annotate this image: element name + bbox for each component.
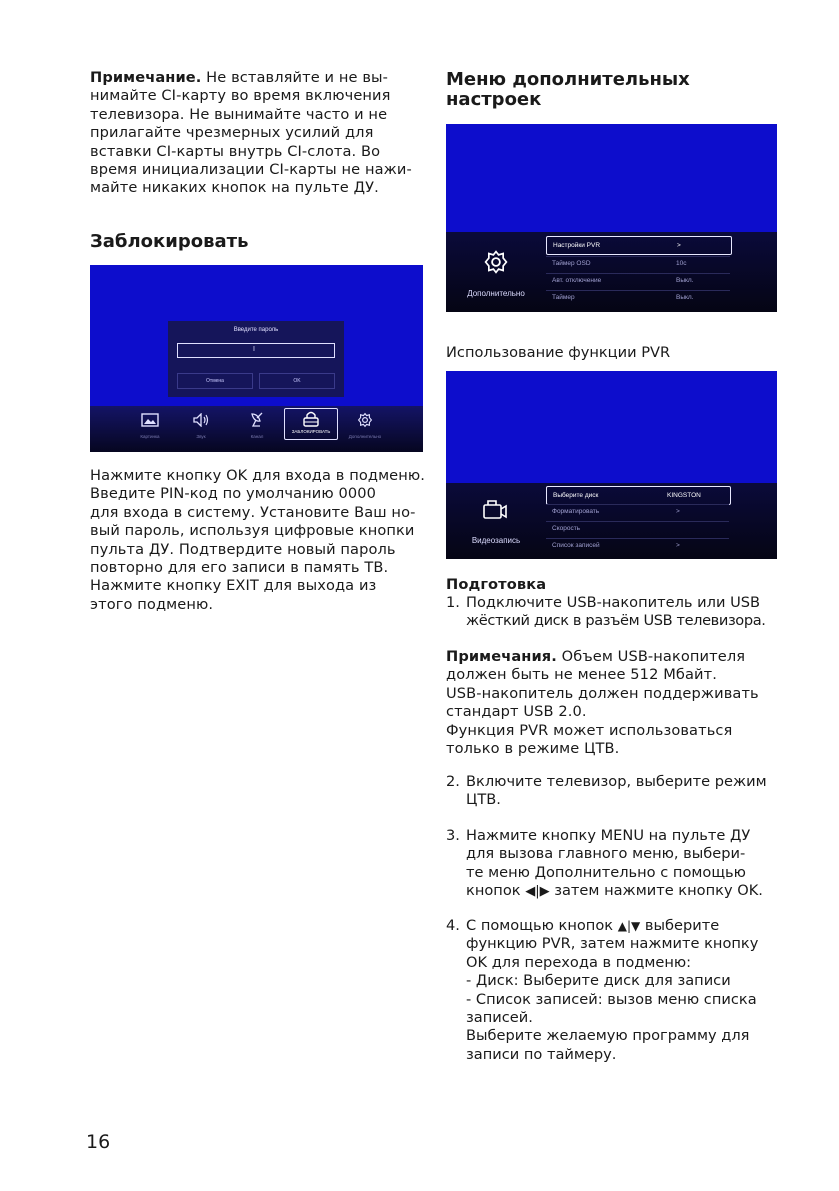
page-number: 16 bbox=[86, 1131, 111, 1153]
step-4: 4. С помощью кнопок ▲|▼ выберите функцию PVR, затем нажмите кнопку OK для перехода в подменю: - Диск: Выберите диск для записи - Список записей: вызов меню списка записей. Выберите желаемую программу для записи по таймеру. bbox=[446, 917, 759, 1063]
main-menu-bar bbox=[90, 406, 423, 452]
sound-icon bbox=[192, 413, 210, 427]
row-speed[interactable]: Скорость bbox=[552, 525, 581, 532]
lock-icon bbox=[302, 411, 320, 427]
channel-icon bbox=[248, 412, 266, 428]
menu-item-sound[interactable]: Звук bbox=[179, 412, 223, 448]
prep-heading: Подготовка bbox=[446, 576, 547, 593]
row-record-list[interactable]: Список записей > bbox=[552, 542, 680, 549]
lock-heading: Заблокировать bbox=[90, 231, 249, 252]
pvr-menu-panel bbox=[446, 483, 777, 559]
pvr-screen bbox=[446, 371, 777, 559]
note-label: Примечание. bbox=[90, 69, 202, 86]
ci-note: Примечание. Не вставляйте и не вы- нимайте CI-карту во время включения телевизора. Не вынимайте часто и не прилагайте чрезмерных усилий для вставки CI-карты внутрь CI-слота. Во время инициализации CI-карты не нажи- майте никаких кнопок на пульте ДУ. bbox=[90, 69, 412, 197]
extra-icon-label: Дополнительно bbox=[467, 289, 525, 298]
row-auto-off[interactable]: Авт. отключение Выкл. bbox=[552, 277, 694, 284]
row-osd-timer[interactable]: Таймер OSD 10с bbox=[552, 260, 687, 267]
menu-item-picture[interactable]: Картинка bbox=[128, 412, 172, 448]
extra-settings-screen bbox=[446, 124, 777, 312]
lock-screen bbox=[90, 265, 423, 452]
up-down-arrows-icon: ▲|▼ bbox=[617, 919, 641, 933]
usb-notes: Примечания. Объем USB-накопителя должен быть не менее 512 Мбайт. USB-накопитель должен поддерживать стандарт USB 2.0. Функция PVR может использоваться только в режиме ЦТВ. bbox=[446, 648, 759, 758]
pvr-icon-label: Видеозапись bbox=[471, 536, 521, 545]
notes-label: Примечания. bbox=[446, 648, 557, 665]
row-pvr-settings[interactable]: Настройки PVR > bbox=[546, 236, 732, 255]
menu-item-lock[interactable]: ЗАБЛОКИРОВАТЬ bbox=[284, 408, 338, 440]
extra-settings-heading: Меню дополнительных настроек bbox=[446, 69, 690, 110]
lock-instructions: Нажмите кнопку OK для входа в подменю. Введите PIN-код по умолчанию 0000 для входа в систему. Установите Ваш но- вый пароль, используя цифровые кнопки пульта ДУ. Подтвердите новый пароль повторно для его записи в память ТВ. Нажмите кнопку EXIT для выхода из этого подменю. bbox=[90, 467, 426, 613]
ok-button[interactable]: OK bbox=[259, 373, 335, 389]
menu-item-extra[interactable]: Дополнительно bbox=[343, 412, 387, 448]
gear-icon bbox=[483, 249, 509, 275]
password-dialog bbox=[168, 321, 344, 397]
gear-icon bbox=[356, 412, 374, 428]
password-input[interactable]: I bbox=[177, 343, 335, 358]
step-3: 3. Нажмите кнопку MENU на пульте ДУ для вызова главного меню, выбери- те меню Дополнительно с помощью кнопок ◀|▶ затем нажмите кнопку OK. bbox=[446, 827, 763, 900]
row-select-disk[interactable]: Выберите диск KINGSTON bbox=[546, 486, 731, 505]
cancel-button[interactable]: Отмена bbox=[177, 373, 253, 389]
camera-icon bbox=[481, 497, 509, 521]
step-1: 1. Подключите USB-накопитель или USB жёсткий диск в разъём USB телевизора. bbox=[446, 594, 766, 630]
pvr-heading: Использование функции PVR bbox=[446, 344, 671, 361]
menu-item-channel[interactable]: Канал bbox=[235, 412, 279, 448]
dialog-title: Введите пароль bbox=[233, 327, 279, 333]
row-timer[interactable]: Таймер Выкл. bbox=[552, 294, 694, 301]
step-2: 2. Включите телевизор, выберите режим ЦТВ. bbox=[446, 773, 767, 809]
extra-menu-panel bbox=[446, 232, 777, 312]
picture-icon bbox=[141, 413, 159, 427]
row-format[interactable]: Форматировать > bbox=[552, 508, 680, 515]
left-right-arrows-icon: ◀|▶ bbox=[525, 884, 550, 900]
